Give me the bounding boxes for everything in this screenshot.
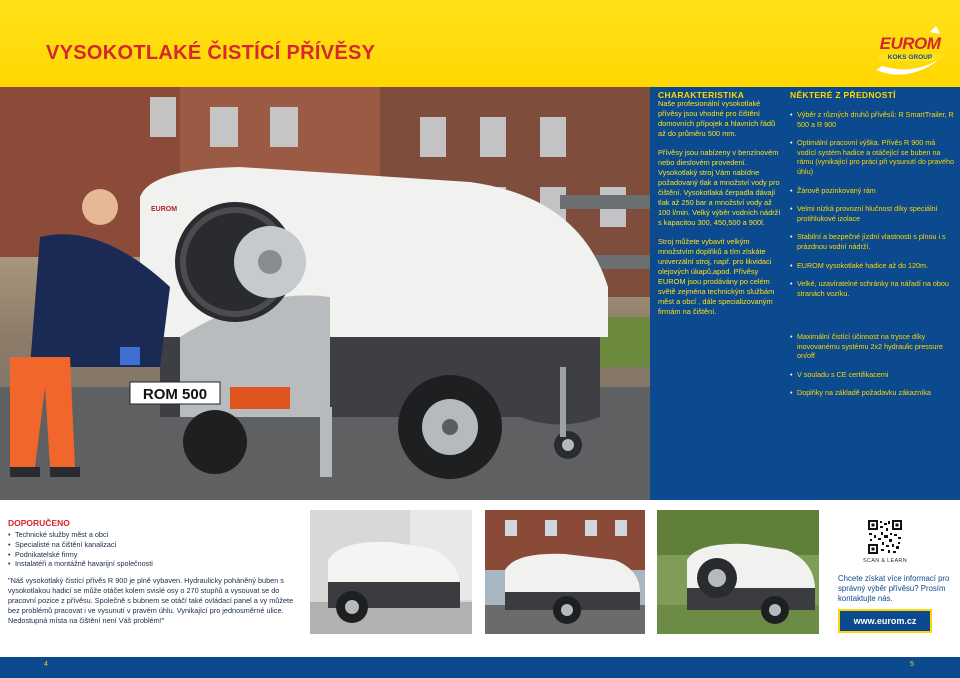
list-item: • Doplňky na základě požadavku zákazníka (790, 388, 955, 398)
list-item: • Stabilní a bezpečné jízdní vlastnosti s plnou i s prázdnou vodní nádrží. (790, 232, 955, 251)
list-item: • Podnikatelské firmy (8, 550, 153, 560)
list-item: • Žárově pozinkovaný rám (790, 186, 955, 196)
characteristics-paragraph: Přívěsy jsou nabízeny v benzínovém nebo dieslovém provedení. Vysokotlaký stroj Vám nabídne požadovaný tlak a množství vody pro čištění. Vysokotlaká čerpadla dávají tlak až 250 bar a množství vody až 100 l/min. Velký výběr vodních nádrží s kapacitou 300, 450,500 a 900l. (658, 148, 781, 227)
list-item: • Specialisté na čištění kanalizací (8, 540, 153, 550)
advantages-heading: NĚKTERÉ Z PŘEDNOSTÍ (790, 90, 896, 100)
list-item: • EUROM vysokotlaké hadice až do 120m. (790, 261, 955, 271)
advantages-list (790, 110, 955, 307)
qr-code-icon (868, 520, 902, 554)
page-number-left: 4 (44, 661, 48, 668)
footer-bar (0, 657, 960, 678)
page-number-right: 5 (910, 661, 914, 668)
list-item: • Instalatéři a montážně havarijní společnosti (8, 559, 153, 569)
trailer-photo-3 (657, 510, 819, 634)
trailer-illustration (0, 87, 650, 500)
contact-prompt: Chcete získat více informací pro správný výběr přívěsu? Prosím kontaktujte nás. (838, 574, 950, 603)
website-link[interactable]: www.eurom.cz (838, 609, 932, 633)
list-item: • V souladu s CE certifikacemi (790, 370, 955, 380)
list-item: • Výběr z různých druhů přívěsů: R SmartTrailer, R 500 a R 900 (790, 110, 955, 129)
list-item: • Velmi nízká provozní hlučnost díky speciální protihlukové izolace (790, 204, 955, 223)
list-item: • Technické služby měst a obcí (8, 530, 153, 540)
recommended-list (8, 530, 153, 569)
characteristics-paragraph: Stroj můžete vybavit velkým množstvím doplňků a tím získáte univerzální stroj, např. pro likvidaci olejových úkapů,apod. Přívěsy EUROM jsou prodávány po celém světě zejména technickým službám měst a obcí , dále specializovaným firmám na čištění. (658, 237, 775, 316)
list-item: • Optimální pracovní výška. Přívěs R 900 má vodící systém hadice a otáčející se buben na rámu (vynikající pro práci při vysunutí do pravého úhlu) (790, 138, 955, 176)
list-item: • Velké, uzavíratelné schránky na nářadí na obou stranách vozíku. (790, 279, 955, 298)
number-plate: ROM 500 (142, 386, 208, 403)
eurom-logo[interactable] (872, 26, 948, 80)
characteristics-text (658, 99, 784, 326)
logo-subtitle: KOKS GROUP (878, 54, 942, 61)
advantages-list-continued (790, 332, 955, 407)
page-title: VYSOKOTLAKÉ ČISTÍCÍ PŘÍVĚSY (46, 42, 376, 64)
scan-label: SCAN & LEARN (863, 558, 907, 564)
recommended-heading: DOPORUČENO (8, 518, 70, 528)
trailer-photo-1 (310, 510, 472, 634)
characteristics-paragraph: Naše profesionální vysokotlaké přívěsy jsou vhodné pro čištění domovních přípojek a hlavních řádů až do průměru 500 mm. (658, 99, 776, 138)
trailer-photo-2 (485, 510, 645, 634)
trailer-decal: EUROM (150, 206, 178, 213)
logo-wordmark: EUROM (879, 34, 941, 53)
hero-photo (0, 87, 650, 500)
list-item: • Maximální čistící účinnost na trysce díky inovovanému systému 2x2 hydraulic pressure on/off (790, 332, 955, 361)
qr-code[interactable] (868, 520, 902, 554)
characteristics-heading: CHARAKTERISTIKA (658, 90, 745, 100)
customer-quote: "Náš vysokotlaký čistící přívěs R 900 je plně vybaven. Hydraulicky poháněný buben s vysokotlakou hadicí se může otáčet kolem svislé osy o 270 stupňů a vysouvat se do pracovní pozice z přívěsu. Společně s bubnem se otáčí také ovládací panel a vy můžete bez problémů pracovat i ve vysunutí v pravém úhlu. Vynikající pro jednosměrné ulice. Nedostupná místa na čištění není Váš problém!" (8, 576, 294, 625)
